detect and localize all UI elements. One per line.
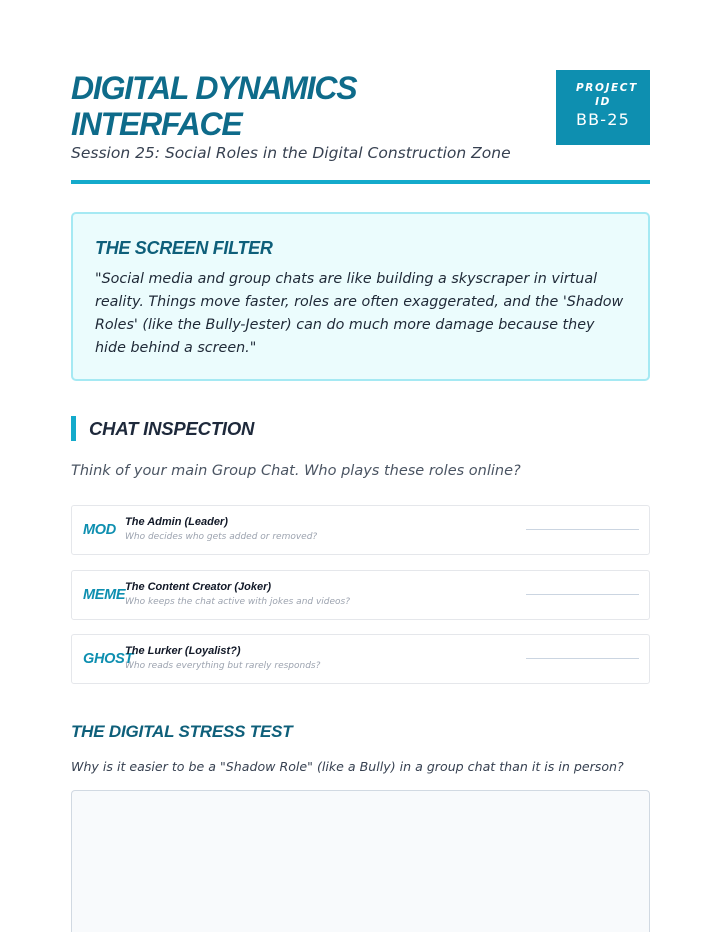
role-card-mod bbox=[71, 505, 650, 555]
role-card-ghost bbox=[71, 634, 650, 684]
role-card-meme bbox=[71, 570, 650, 620]
chat-inspection-title: CHAT INSPECTION bbox=[89, 418, 255, 439]
chat-inspection-prompt: Think of your main Group Chat. Who plays these roles online? bbox=[71, 463, 521, 479]
role-description: Who decides who gets added or removed? bbox=[125, 532, 318, 542]
header-divider bbox=[71, 180, 650, 184]
project-id-badge bbox=[556, 70, 650, 145]
project-id-value: BB-25 bbox=[575, 110, 631, 129]
role-tag: MOD bbox=[83, 522, 116, 538]
answer-line[interactable] bbox=[526, 658, 639, 659]
role-description: Who keeps the chat active with jokes and videos? bbox=[125, 597, 351, 607]
answer-textbox[interactable] bbox=[71, 790, 650, 932]
header bbox=[71, 0, 650, 184]
worksheet-page bbox=[71, 0, 650, 774]
chat-inspection-heading bbox=[71, 416, 650, 441]
role-tag: MEME bbox=[83, 587, 126, 603]
answer-line[interactable] bbox=[526, 529, 639, 530]
role-description: Who reads everything but rarely responds? bbox=[125, 661, 321, 671]
screen-filter-quote: "Social media and group chats are like building a skyscraper in virtual reality. Things move faster, roles are often exaggerated, and the 'Shadow Roles' (like the Bully-Jester) can do much more damage because they hide behind a screen." bbox=[95, 271, 624, 356]
role-name: The Content Creator (Joker) bbox=[125, 581, 272, 593]
stress-test-question: Why is it easier to be a "Shadow Role" (like a Bully) in a group chat than it is in person? bbox=[71, 759, 624, 774]
page-title: DIGITAL DYNAMICS INTERFACE bbox=[71, 70, 357, 142]
screen-filter-callout bbox=[71, 212, 650, 381]
stress-test-title: THE DIGITAL STRESS TEST bbox=[71, 722, 293, 741]
role-tag: GHOST bbox=[83, 651, 134, 667]
project-id-label: PROJECT ID bbox=[576, 82, 638, 108]
role-name: The Admin (Leader) bbox=[125, 516, 228, 528]
screen-filter-title: THE SCREEN FILTER bbox=[95, 238, 273, 258]
role-name: The Lurker (Loyalist?) bbox=[125, 645, 241, 657]
answer-line[interactable] bbox=[526, 594, 639, 595]
session-subtitle: Session 25: Social Roles in the Digital Construction Zone bbox=[71, 144, 511, 162]
